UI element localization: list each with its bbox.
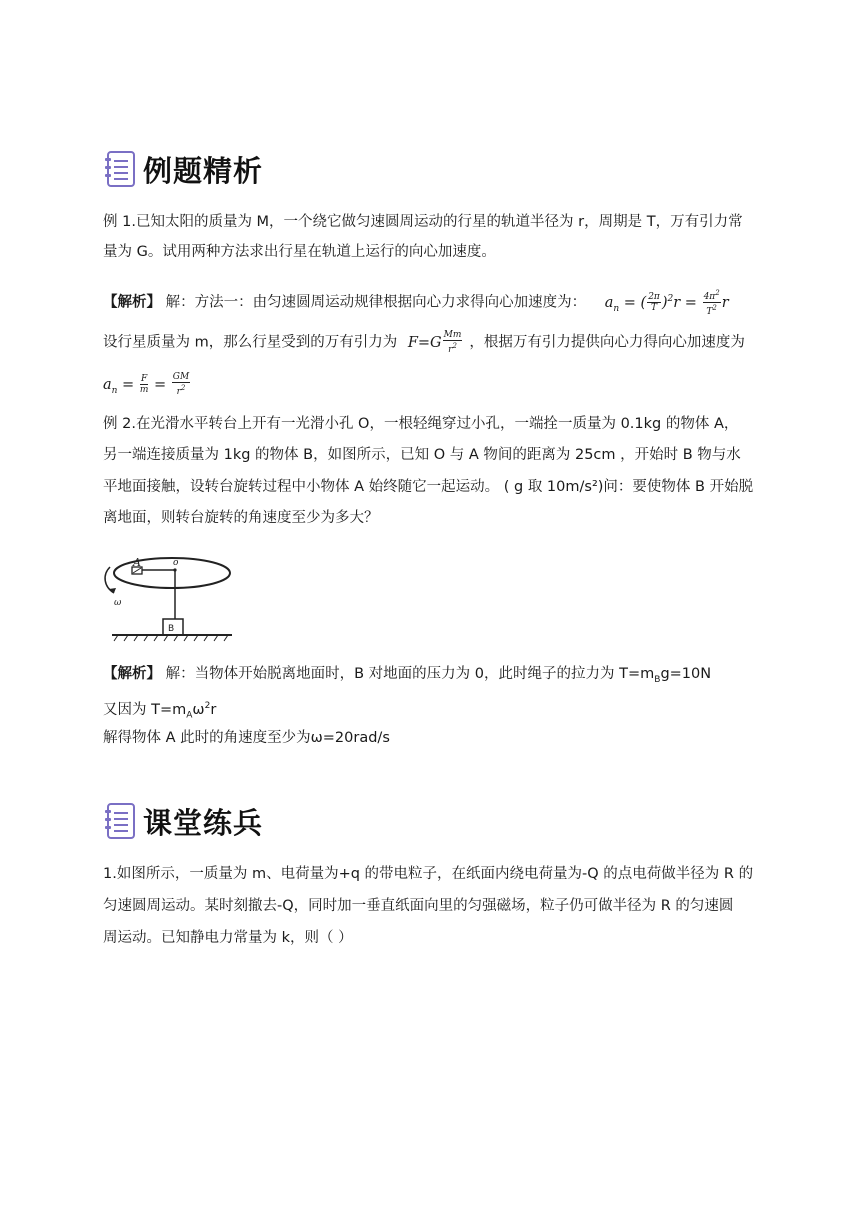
- example1-line2: 量为 G。试用两种方法求出行星在轨道上运行的向心加速度。: [103, 244, 496, 260]
- example2-line3: 平地面接触，设转台旋转过程中小物体 A 始终随它一起运动。 ( g 取 10m/s²)问：要使物体 B 开始脱: [103, 479, 754, 495]
- notebook-icon: [103, 149, 137, 189]
- example2-analysis: [103, 664, 763, 690]
- a-label: A: [133, 556, 141, 569]
- section-title: 例题精析: [143, 153, 264, 188]
- b-label: B: [168, 624, 175, 634]
- section-header-examples: [103, 146, 263, 192]
- notebook-icon: [103, 801, 137, 841]
- example2-line1: 例 2.在光滑水平转台上开有一光滑小孔 O，一根轻绳穿过小孔，一端拴一质量为 0.1kg 的物体 A，: [103, 416, 739, 432]
- practice1-line2: 匀速圆周运动。某时刻撤去-Q，同时加一垂直纸面向里的匀强磁场，粒子仍可做半径为 R 的匀速圆: [103, 898, 734, 914]
- example2-line4: 离地面，则转台旋转的角速度至少为多大？: [103, 510, 379, 526]
- example1-line1: 例 1.已知太阳的质量为 M，一个绕它做匀速圆周运动的行星的轨道半径为 r，周期是 T，万有引力常: [103, 214, 743, 230]
- o-label: o: [173, 558, 179, 568]
- omega-text: ω: [192, 701, 205, 718]
- omega-label: ω: [114, 598, 122, 608]
- analysis-text: 解：当物体开始脱离地面时，B 对地面的压力为 0，此时绳子的拉力为 T=m: [161, 666, 655, 682]
- analysis-label: 【解析】: [103, 294, 161, 311]
- superscript-2: 2: [204, 701, 211, 711]
- gravity-text-2: ，根据万有引力提供向心力得向心加速度为: [469, 334, 745, 351]
- gravity-text: 设行星质量为 m，那么行星受到的万有引力为: [103, 334, 398, 351]
- turntable-diagram: [100, 553, 235, 645]
- example1-line4: [103, 330, 763, 355]
- example1-analysis: [103, 288, 763, 318]
- line6-text: 又因为 T=m: [103, 701, 187, 718]
- r-text: r: [210, 701, 217, 718]
- analysis-label: 【解析】: [103, 666, 161, 682]
- section-title: 课堂练兵: [143, 805, 264, 840]
- formula-gravity: F=G $\frac{Mm}{r^2}$: [407, 330, 462, 355]
- example2-line6: [103, 696, 763, 726]
- example2-line2: 另一端连接质量为 1kg 的物体 B，如图所示，已知 O 与 A 物间的距离为 25cm ，开始时 B 物与水: [103, 447, 741, 463]
- practice1-line1: 1.如图所示，一质量为 m、电荷量为+q 的带电粒子，在纸面内绕电荷量为-Q 的点电荷做半径为 R 的: [103, 866, 754, 882]
- analysis-tail: g=10N: [660, 666, 712, 682]
- formula-an-gravity: $a_n$ = $\frac{F}{m}$ = $\frac{GM}{r^2}$: [103, 372, 190, 397]
- example1-line5: [103, 372, 763, 400]
- subscript-a: A: [186, 710, 193, 721]
- subscript-b: B: [654, 674, 661, 685]
- formula-an-period: $a_n$ = ( $\frac{2\pi}{T}$ )$^2$r = $\frac{4\pi^2}{T^2}$ r: [604, 289, 729, 317]
- example2-line7: 解得物体 A 此时的角速度至少为ω=20rad/s: [103, 730, 390, 746]
- analysis-text: 解：方法一：由匀速圆周运动规律根据向心力求得向心加速度为：: [161, 294, 587, 311]
- practice1-line3: 周运动。已知静电力常量为 k，则（ ）: [103, 930, 353, 946]
- section-header-practice: [103, 798, 263, 844]
